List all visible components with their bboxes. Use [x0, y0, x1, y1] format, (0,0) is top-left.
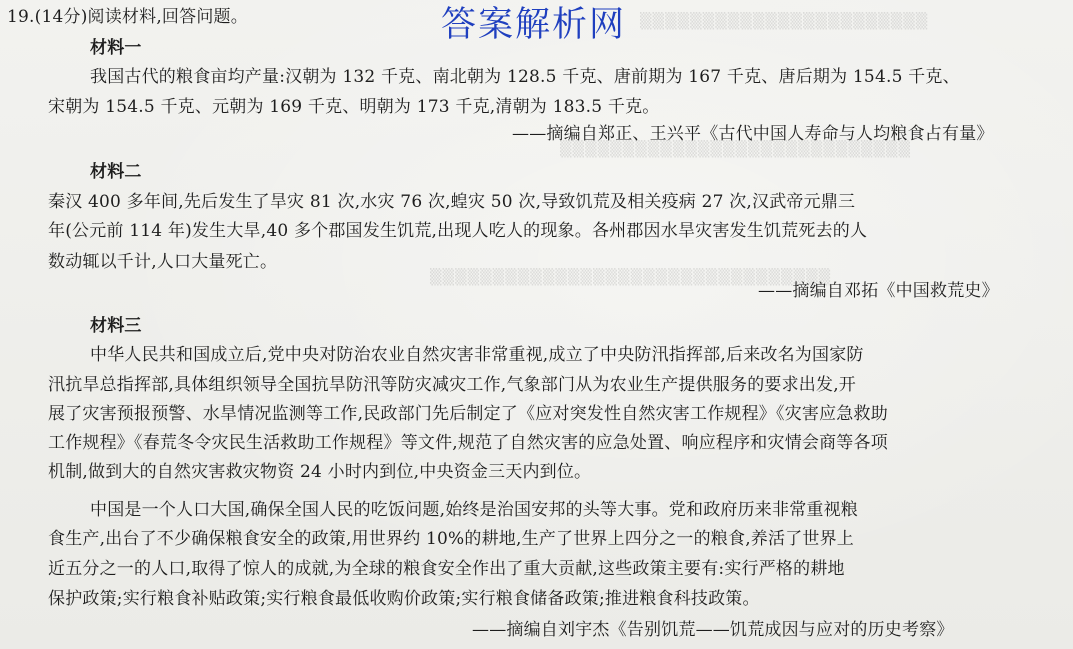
material2-line: 年(公元前 114 年)发生大旱,40 多个郡国发生饥荒,出现人吃人的现象。各州郡因水旱灾害发生饥荒死去的人: [48, 221, 868, 241]
bleed-through-text: ▒▒▒▒▒▒▒▒▒▒▒▒▒▒▒▒▒▒▒▒▒▒▒▒▒▒▒▒: [560, 140, 911, 158]
material3-line: 保护政策;实行粮食补贴政策;实行粮食最低收购价政策;实行粮食储备政策;推进粮食科技政策。: [48, 589, 760, 609]
material3-line: 展了灾害预报预警、水旱情况监测等工作,民政部门先后制定了《应对突发性自然灾害工作规程》《灾害应急救助: [48, 404, 888, 424]
material3-title: 材料三: [90, 316, 142, 336]
bleed-through-text: ▒▒▒▒▒▒▒▒▒▒▒▒▒▒▒▒▒▒▒▒▒▒▒▒▒▒▒▒▒▒▒▒: [430, 268, 832, 286]
watermark-logo: 答案解析网: [441, 5, 627, 45]
material2-title: 材料二: [90, 162, 142, 182]
material3-line: 中华人民共和国成立后,党中央对防治农业自然灾害非常重视,成立了中央防汛指挥部,后来改名为国家防: [90, 345, 864, 365]
material2-source: ——摘编自邓拓《中国救荒史》: [758, 281, 999, 301]
material1-line: 我国古代的粮食亩均产量:汉朝为 132 千克、南北朝为 128.5 千克、唐前期为 167 千克、唐后期为 154.5 千克、: [90, 67, 960, 87]
material1-title: 材料一: [90, 38, 142, 58]
question-header: 19.(14分)阅读材料,回答问题。: [7, 7, 248, 27]
material3-line: 食生产,出台了不少确保粮食安全的政策,用世界约 10%的耕地,生产了世界上四分之一的粮食,养活了世界上: [48, 529, 855, 549]
material2-line: 数动辄以千计,人口大量死亡。: [48, 252, 278, 272]
material3-line: 近五分之一的人口,取得了惊人的成就,为全球的粮食安全作出了重大贡献,这些政策主要有:实行严格的耕地: [48, 559, 845, 579]
material2-line: 秦汉 400 多年间,先后发生了旱灾 81 次,水灾 76 次,蝗灾 50 次,导致饥荒及相关疫病 27 次,汉武帝元鼎三: [48, 192, 856, 212]
material3-line: 机制,做到大的自然灾害救灾物资 24 小时内到位,中央资金三天内到位。: [48, 462, 592, 482]
material1-line: 宋朝为 154.5 千克、元朝为 169 千克、明朝为 173 千克,清朝为 183.5 千克。: [48, 97, 660, 117]
material3-line: 工作规程》《春荒冬令灾民生活救助工作规程》等文件,规范了自然灾害的应急处置、响应程序和灾情会商等各项: [48, 433, 888, 453]
material3-line: 汛抗旱总指挥部,具体组织领导全国抗旱防汛等防灾减灾工作,气象部门从为农业生产提供服务的要求出发,开: [48, 375, 857, 395]
material1-source: ——摘编自郑正、王兴平《古代中国人寿命与人均粮食占有量》: [512, 124, 994, 144]
bleed-through-text: ▒▒▒▒▒▒▒▒▒▒▒▒▒▒▒▒▒▒▒▒▒▒▒: [640, 12, 929, 30]
material3-source: ——摘编自刘宇杰《告别饥荒——饥荒成因与应对的历史考察》: [472, 620, 954, 640]
material3-line: 中国是一个人口大国,确保全国人民的吃饭问题,始终是治国安邦的头等大事。党和政府历来非常重视粮: [90, 500, 859, 520]
